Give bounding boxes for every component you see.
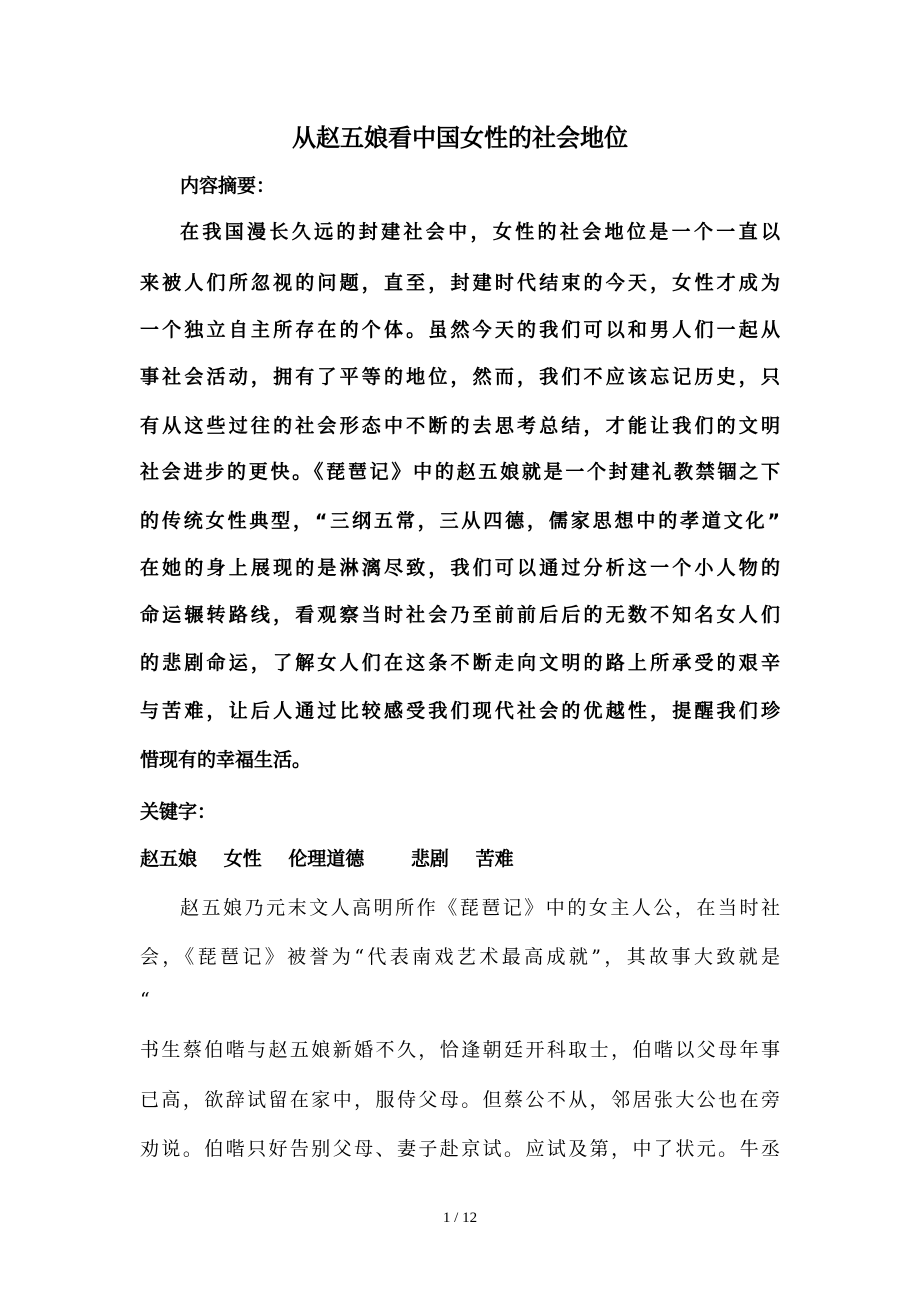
body-line: 赵五娘乃元末文人高明所作《琵琶记》中的女主人公，在当时社	[180, 897, 780, 919]
body-line: 会，《琵琶记》被誉为“代表南戏艺术最高成就”，其故事大致就是	[140, 946, 780, 968]
abstract-line: 的悲剧命运，了解女人们在这条不断走向文明的路上所承受的艰辛	[140, 652, 780, 674]
abstract-line: 命运辗转路线，看观察当时社会乃至前前后后的无数不知名女人们	[140, 604, 780, 626]
abstract-line: 惜现有的幸福生活。	[140, 749, 312, 771]
keyword: 伦理道德	[288, 848, 365, 870]
keyword: 苦难	[475, 848, 514, 870]
abstract-label: 内容摘要：	[180, 175, 276, 197]
keywords-label: 关键字：	[140, 801, 217, 823]
document-title: 从赵五娘看中国女性的社会地位	[292, 124, 628, 152]
keyword: 女性	[223, 848, 262, 870]
abstract-line: 在她的身上展现的是淋漓尽致，我们可以通过分析这一个小人物的	[140, 557, 780, 579]
keyword: 赵五娘	[140, 848, 198, 870]
body-line: “	[140, 989, 150, 1011]
abstract-line: 事社会活动，拥有了平等的地位，然而，我们不应该忘记历史，只	[140, 366, 780, 388]
abstract-line: 社会进步的更快。《琵琶记》中的赵五娘就是一个封建礼教禁锢之下	[140, 461, 780, 483]
body-line: 劝说。伯喈只好告别父母、妻子赴京试。应试及第，中了状元。牛丞	[140, 1138, 780, 1160]
keyword: 悲剧	[410, 848, 449, 870]
body-line: 书生蔡伯喈与赵五娘新婚不久，恰逢朝廷开科取士，伯喈以父母年事	[140, 1039, 780, 1061]
page-number: 1 / 12	[442, 1210, 478, 1226]
abstract-line: 与苦难，让后人通过比较感受我们现代社会的优越性，提醒我们珍	[140, 700, 780, 722]
keywords-list	[140, 839, 780, 879]
abstract-line: 有从这些过往的社会形态中不断的去思考总结，才能让我们的文明	[140, 415, 780, 437]
abstract-line: 的传统女性典型，“三纲五常，三从四德，儒家思想中的孝道文化”	[140, 510, 780, 532]
body-line: 已高，欲辞试留在家中，服侍父母。但蔡公不从，邻居张大公也在旁	[140, 1089, 780, 1111]
abstract-line: 来被人们所忽视的问题，直至，封建时代结束的今天，女性才成为	[140, 272, 780, 294]
abstract-line: 一个独立自主所存在的个体。虽然今天的我们可以和男人们一起从	[140, 319, 780, 341]
abstract-line: 在我国漫长久远的封建社会中，女性的社会地位是一个一直以	[180, 221, 780, 243]
